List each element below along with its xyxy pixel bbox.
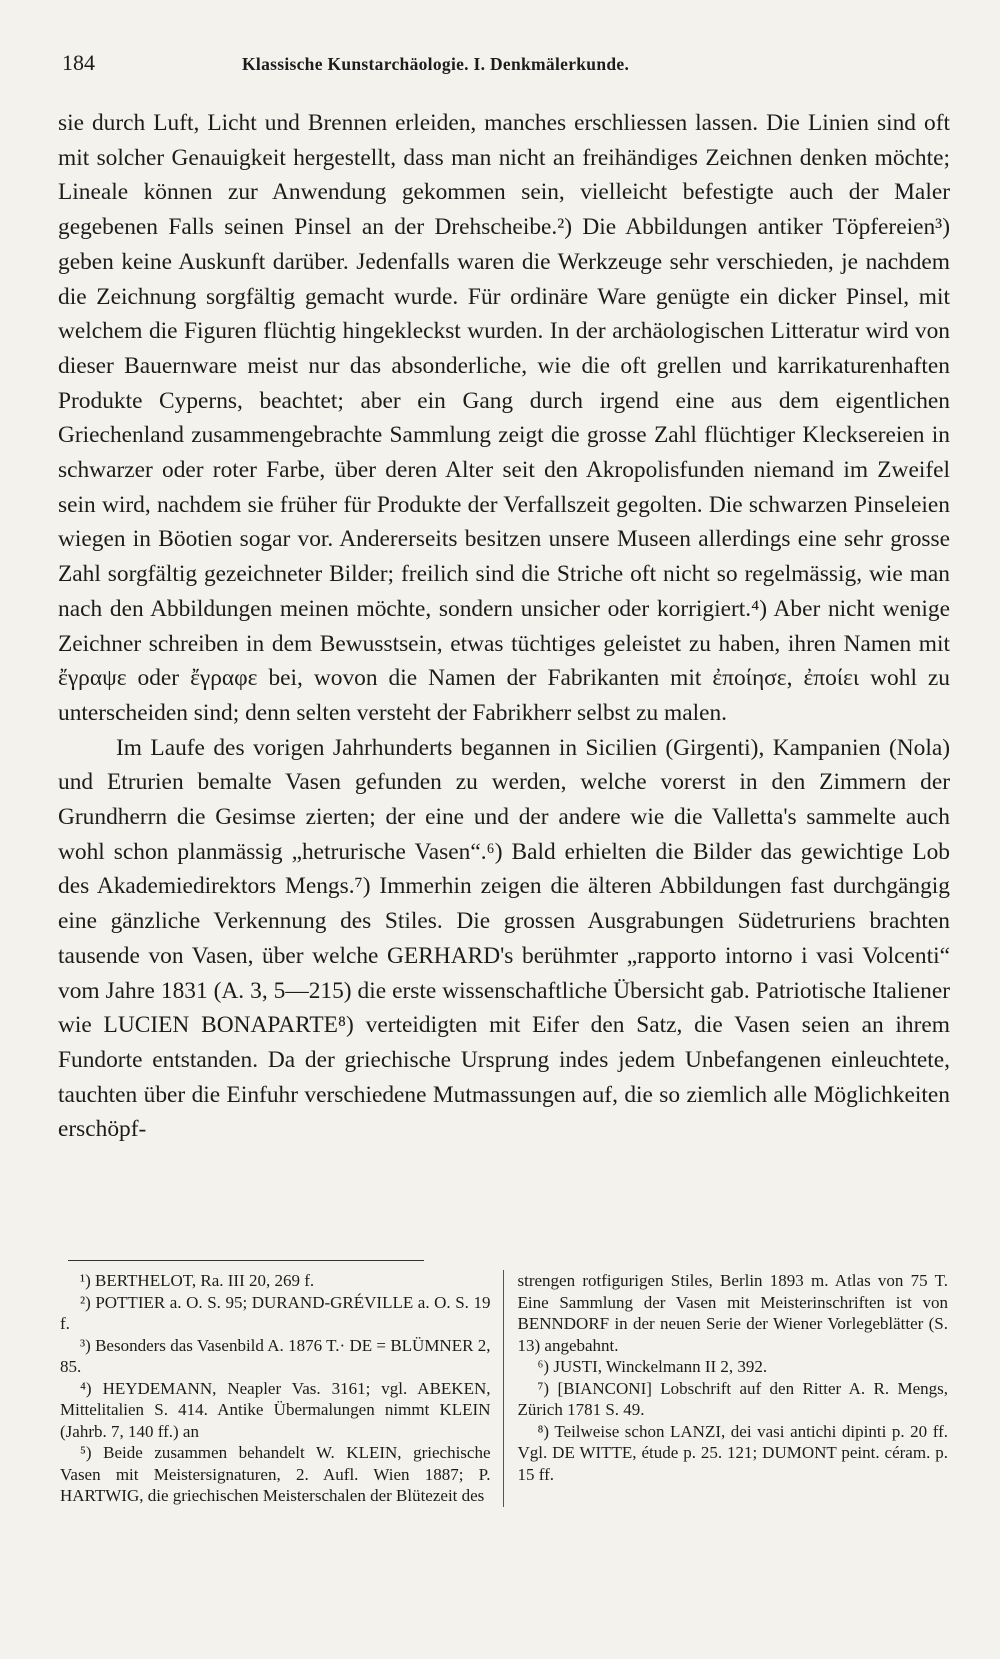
footnotes-left-column xyxy=(60,1270,503,1507)
footnote-8: ⁸) Teilweise schon LANZI, dei vasi antichi dipinti p. 20 ff. Vgl. DE WITTE, étude p. 25. 121; DUMONT peint. céram. p. 15 ff. xyxy=(517,1421,948,1484)
paragraph-2: Im Laufe des vorigen Jahrhunderts begannen in Sicilien (Girgenti), Kampanien (Nola) und Etrurien bemalte Vasen gefunden zu werden, welche vorerst in den Zimmern der Grundherrn die Gesimse zierten; der eine und der andere wie die Valletta's sammelte auch wohl schon planmässig „hetrurische Vasen“.⁶) Bald erhielten die Bilder das gewichtige Lob des Akademiedirektors Mengs.⁷) Immerhin zeigen die älteren Abbildungen fast durchgängig eine gänzliche Verkennung des Stiles. Die grossen Ausgrabungen Südetruriens brachten tausende von Vasen, über welche GERHARD's berühmter „rapporto intorno i vasi Volcenti“ vom Jahre 1831 (A. 3, 5—215) die erste wissenschaftliche Übersicht gab. Patriotische Italiener wie LUCIEN BONAPARTE⁸) verteidigten mit Eifer den Satz, die Vasen seien an ihrem Fundorte entstanden. Da der griechische Ursprung indes jedem Unbefangenen einleuchtete, tauchten über die Einfuhr verschiedene Mutmassungen auf, die so ziemlich alle Möglichkeiten erschöpf- xyxy=(58,734,950,1143)
footnote-1: ¹) BERTHELOT, Ra. III 20, 269 f. xyxy=(80,1271,315,1290)
footnote-5: ⁵) Beide zusammen behandelt W. KLEIN, griechische Vasen mit Meistersignaturen, 2. Aufl. Wien 1887; P. HARTWIG, die griechischen Meisterschalen der Blütezeit des xyxy=(60,1443,491,1505)
footnote-5-continued: strengen rotfigurigen Stiles, Berlin 1893 m. Atlas von 75 T. Eine Sammlung der Vasen mit Meisterinschriften ist von BENNDORF in der neuen Serie der Wiener Vorlegeblätter (S. 13) angebahnt. xyxy=(517,1271,948,1355)
footnotes xyxy=(60,1270,948,1507)
footnote-3: ³) Besonders das Vasenbild A. 1876 T.· DE = BLÜMNER 2, 85. xyxy=(60,1335,491,1376)
footnote-4: ⁴) HEYDEMANN, Neapler Vas. 3161; vgl. ABEKEN, Mittelitalien S. 414. Antike Übermalungen nimmt KLEIN (Jahrb. 7, 140 ff.) an xyxy=(60,1378,491,1441)
footnote-7: ⁷) [BIANCONI] Lobschrift auf den Ritter A. R. Mengs, Zürich 1781 S. 49. xyxy=(517,1378,948,1419)
page-number: 184 xyxy=(62,50,95,75)
footnotes-right-column xyxy=(503,1270,949,1507)
footnote-rule xyxy=(68,1260,424,1261)
running-head: Klassische Kunstarchäologie. I. Denkmälerkunde. xyxy=(242,54,630,74)
page-header xyxy=(58,42,950,82)
footnote-2: ²) POTTIER a. O. S. 95; DURAND-GRÉVILLE a. O. S. 19 f. xyxy=(60,1292,491,1333)
paragraph-1: sie durch Luft, Licht und Brennen erleiden, manches erschliessen lassen. Die Linien sind oft mit solcher Genauigkeit hergestellt, dass man nicht an freihändiges Zeichnen denken möchte; Lineale können zur Anwendung gekommen sein, vielleicht befestigte auch der Maler gegebenen Falls seinen Pinsel an der Drehscheibe.²) Die Abbildungen antiker Töpfereien³) geben keine Auskunft darüber. Jedenfalls waren die Werkzeuge sehr verschieden, je nachdem die Zeichnung sorgfältig gemacht wurde. Für ordinäre Ware genügte ein dicker Pinsel, mit welchem die Figuren flüchtig hingekleckst wurden. In der archäologischen Litteratur wird von dieser Bauernware meist nur das absonderliche, wie die oft grellen und karrikaturenhaften Produkte Cyperns, beachtet; aber ein Gang durch irgend eine aus dem eigentlichen Griechenland zusammengebrachte Sammlung zeigt die grosse Zahl flüchtiger Klecksereien in schwarzer oder roter Farbe, über deren Alter seit den Akropolisfunden niemand im Zweifel sein wird, nachdem sie früher für Produkte der Verfallszeit gegolten. Die schwarzen Pinseleien wiegen in Böotien sogar vor. Andererseits besitzen unsere Museen allerdings eine sehr grosse Zahl sorgfältig gezeichneter Bilder; freilich sind die Striche oft nicht so regelmässig, wie man nach den Abbildungen meinen möchte, sondern unsicher oder korrigiert.⁴) Aber nicht wenige Zeichner schreiben in dem Bewusstsein, etwas tüchtiges geleistet zu haben, ihren Namen mit ἔγραψε oder ἔγραφε bei, wovon die Namen der Fabrikanten mit ἐποίησε, ἐποίει wohl zu unterscheiden sind; denn selten versteht der Fabrikherr selbst zu malen. xyxy=(58,110,950,726)
main-text xyxy=(58,106,950,1147)
footnote-6: ⁶) JUSTI, Winckelmann II 2, 392. xyxy=(537,1357,768,1376)
